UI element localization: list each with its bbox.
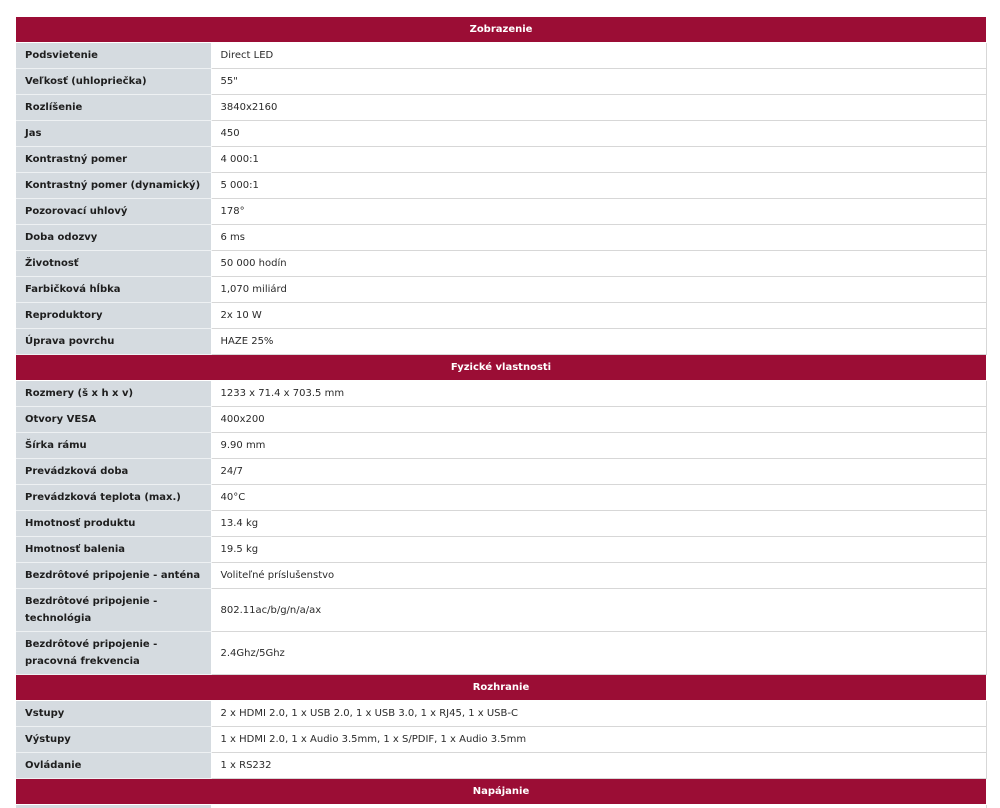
section-title: Zobrazenie	[16, 17, 986, 43]
spec-row	[16, 199, 986, 225]
spec-row	[16, 95, 986, 121]
spec-label: Doba odozvy	[16, 225, 211, 251]
spec-row	[16, 537, 986, 563]
spec-row	[16, 43, 986, 69]
spec-row	[16, 173, 986, 199]
section-title: Rozhranie	[16, 675, 986, 701]
spec-row	[16, 563, 986, 589]
spec-label: Životnosť	[16, 251, 211, 277]
section-header	[16, 675, 986, 701]
spec-table	[16, 17, 987, 808]
spec-value: 50 000 hodín	[211, 251, 986, 277]
spec-value: 5 000:1	[211, 173, 986, 199]
spec-label	[16, 805, 211, 808]
spec-row	[16, 632, 986, 675]
spec-row	[16, 511, 986, 537]
spec-row	[16, 69, 986, 95]
spec-label: Prevádzková doba	[16, 459, 211, 485]
spec-row	[16, 727, 986, 753]
spec-label: Rozlíšenie	[16, 95, 211, 121]
section-header	[16, 779, 986, 805]
spec-label: Hmotnosť balenia	[16, 537, 211, 563]
spec-label: Úprava povrchu	[16, 329, 211, 355]
spec-label: Bezdrôtové pripojenie - pracovná frekvencia	[16, 632, 211, 675]
spec-label: Vstupy	[16, 701, 211, 727]
spec-label: Šírka rámu	[16, 433, 211, 459]
spec-row	[16, 701, 986, 727]
spec-value: Voliteľné príslušenstvo	[211, 563, 986, 589]
section-header	[16, 17, 986, 43]
spec-value: 400x200	[211, 407, 986, 433]
spec-label: Pozorovací uhlový	[16, 199, 211, 225]
spec-label: Rozmery (š x h x v)	[16, 381, 211, 407]
spec-value: 2x 10 W	[211, 303, 986, 329]
spec-label: Výstupy	[16, 727, 211, 753]
spec-label: Farbičková hĺbka	[16, 277, 211, 303]
spec-label: Prevádzková teplota (max.)	[16, 485, 211, 511]
spec-value: 2.4Ghz/5Ghz	[211, 632, 986, 675]
spec-label: Bezdrôtové pripojenie - technológia	[16, 589, 211, 632]
spec-row	[16, 407, 986, 433]
spec-value: 1 x RS232	[211, 753, 986, 779]
spec-value: 1233 x 71.4 x 703.5 mm	[211, 381, 986, 407]
spec-value: 55"	[211, 69, 986, 95]
spec-value: 13.4 kg	[211, 511, 986, 537]
spec-label: Veľkosť (uhlopriečka)	[16, 69, 211, 95]
spec-row	[16, 329, 986, 355]
spec-row	[16, 251, 986, 277]
spec-table-body	[16, 17, 986, 808]
spec-value: 6 ms	[211, 225, 986, 251]
spec-row	[16, 589, 986, 632]
spec-row	[16, 303, 986, 329]
spec-value	[211, 805, 986, 808]
spec-value: 178°	[211, 199, 986, 225]
spec-value: 4 000:1	[211, 147, 986, 173]
spec-row	[16, 381, 986, 407]
spec-row	[16, 459, 986, 485]
spec-row	[16, 121, 986, 147]
spec-row	[16, 277, 986, 303]
spec-label: Bezdrôtové pripojenie - anténa	[16, 563, 211, 589]
spec-row	[16, 753, 986, 779]
spec-value: 3840x2160	[211, 95, 986, 121]
spec-row	[16, 225, 986, 251]
spec-value: 1,070 miliárd	[211, 277, 986, 303]
spec-row	[16, 485, 986, 511]
spec-value: 1 x HDMI 2.0, 1 x Audio 3.5mm, 1 x S/PDIF, 1 x Audio 3.5mm	[211, 727, 986, 753]
spec-value: 24/7	[211, 459, 986, 485]
spec-value: 802.11ac/b/g/n/a/ax	[211, 589, 986, 632]
section-title: Napájanie	[16, 779, 986, 805]
spec-value: 450	[211, 121, 986, 147]
spec-label: Kontrastný pomer (dynamický)	[16, 173, 211, 199]
spec-value: 9.90 mm	[211, 433, 986, 459]
spec-row	[16, 433, 986, 459]
spec-label: Ovládanie	[16, 753, 211, 779]
spec-value: Direct LED	[211, 43, 986, 69]
spec-value: 19.5 kg	[211, 537, 986, 563]
spec-row	[16, 805, 986, 808]
spec-label: Otvory VESA	[16, 407, 211, 433]
spec-label: Podsvietenie	[16, 43, 211, 69]
spec-value: 40°C	[211, 485, 986, 511]
spec-value: HAZE 25%	[211, 329, 986, 355]
spec-label: Kontrastný pomer	[16, 147, 211, 173]
spec-value: 2 x HDMI 2.0, 1 x USB 2.0, 1 x USB 3.0, 1 x RJ45, 1 x USB-C	[211, 701, 986, 727]
spec-row	[16, 147, 986, 173]
section-title: Fyzické vlastnosti	[16, 355, 986, 381]
spec-label: Reproduktory	[16, 303, 211, 329]
section-header	[16, 355, 986, 381]
spec-label: Hmotnosť produktu	[16, 511, 211, 537]
spec-label: Jas	[16, 121, 211, 147]
